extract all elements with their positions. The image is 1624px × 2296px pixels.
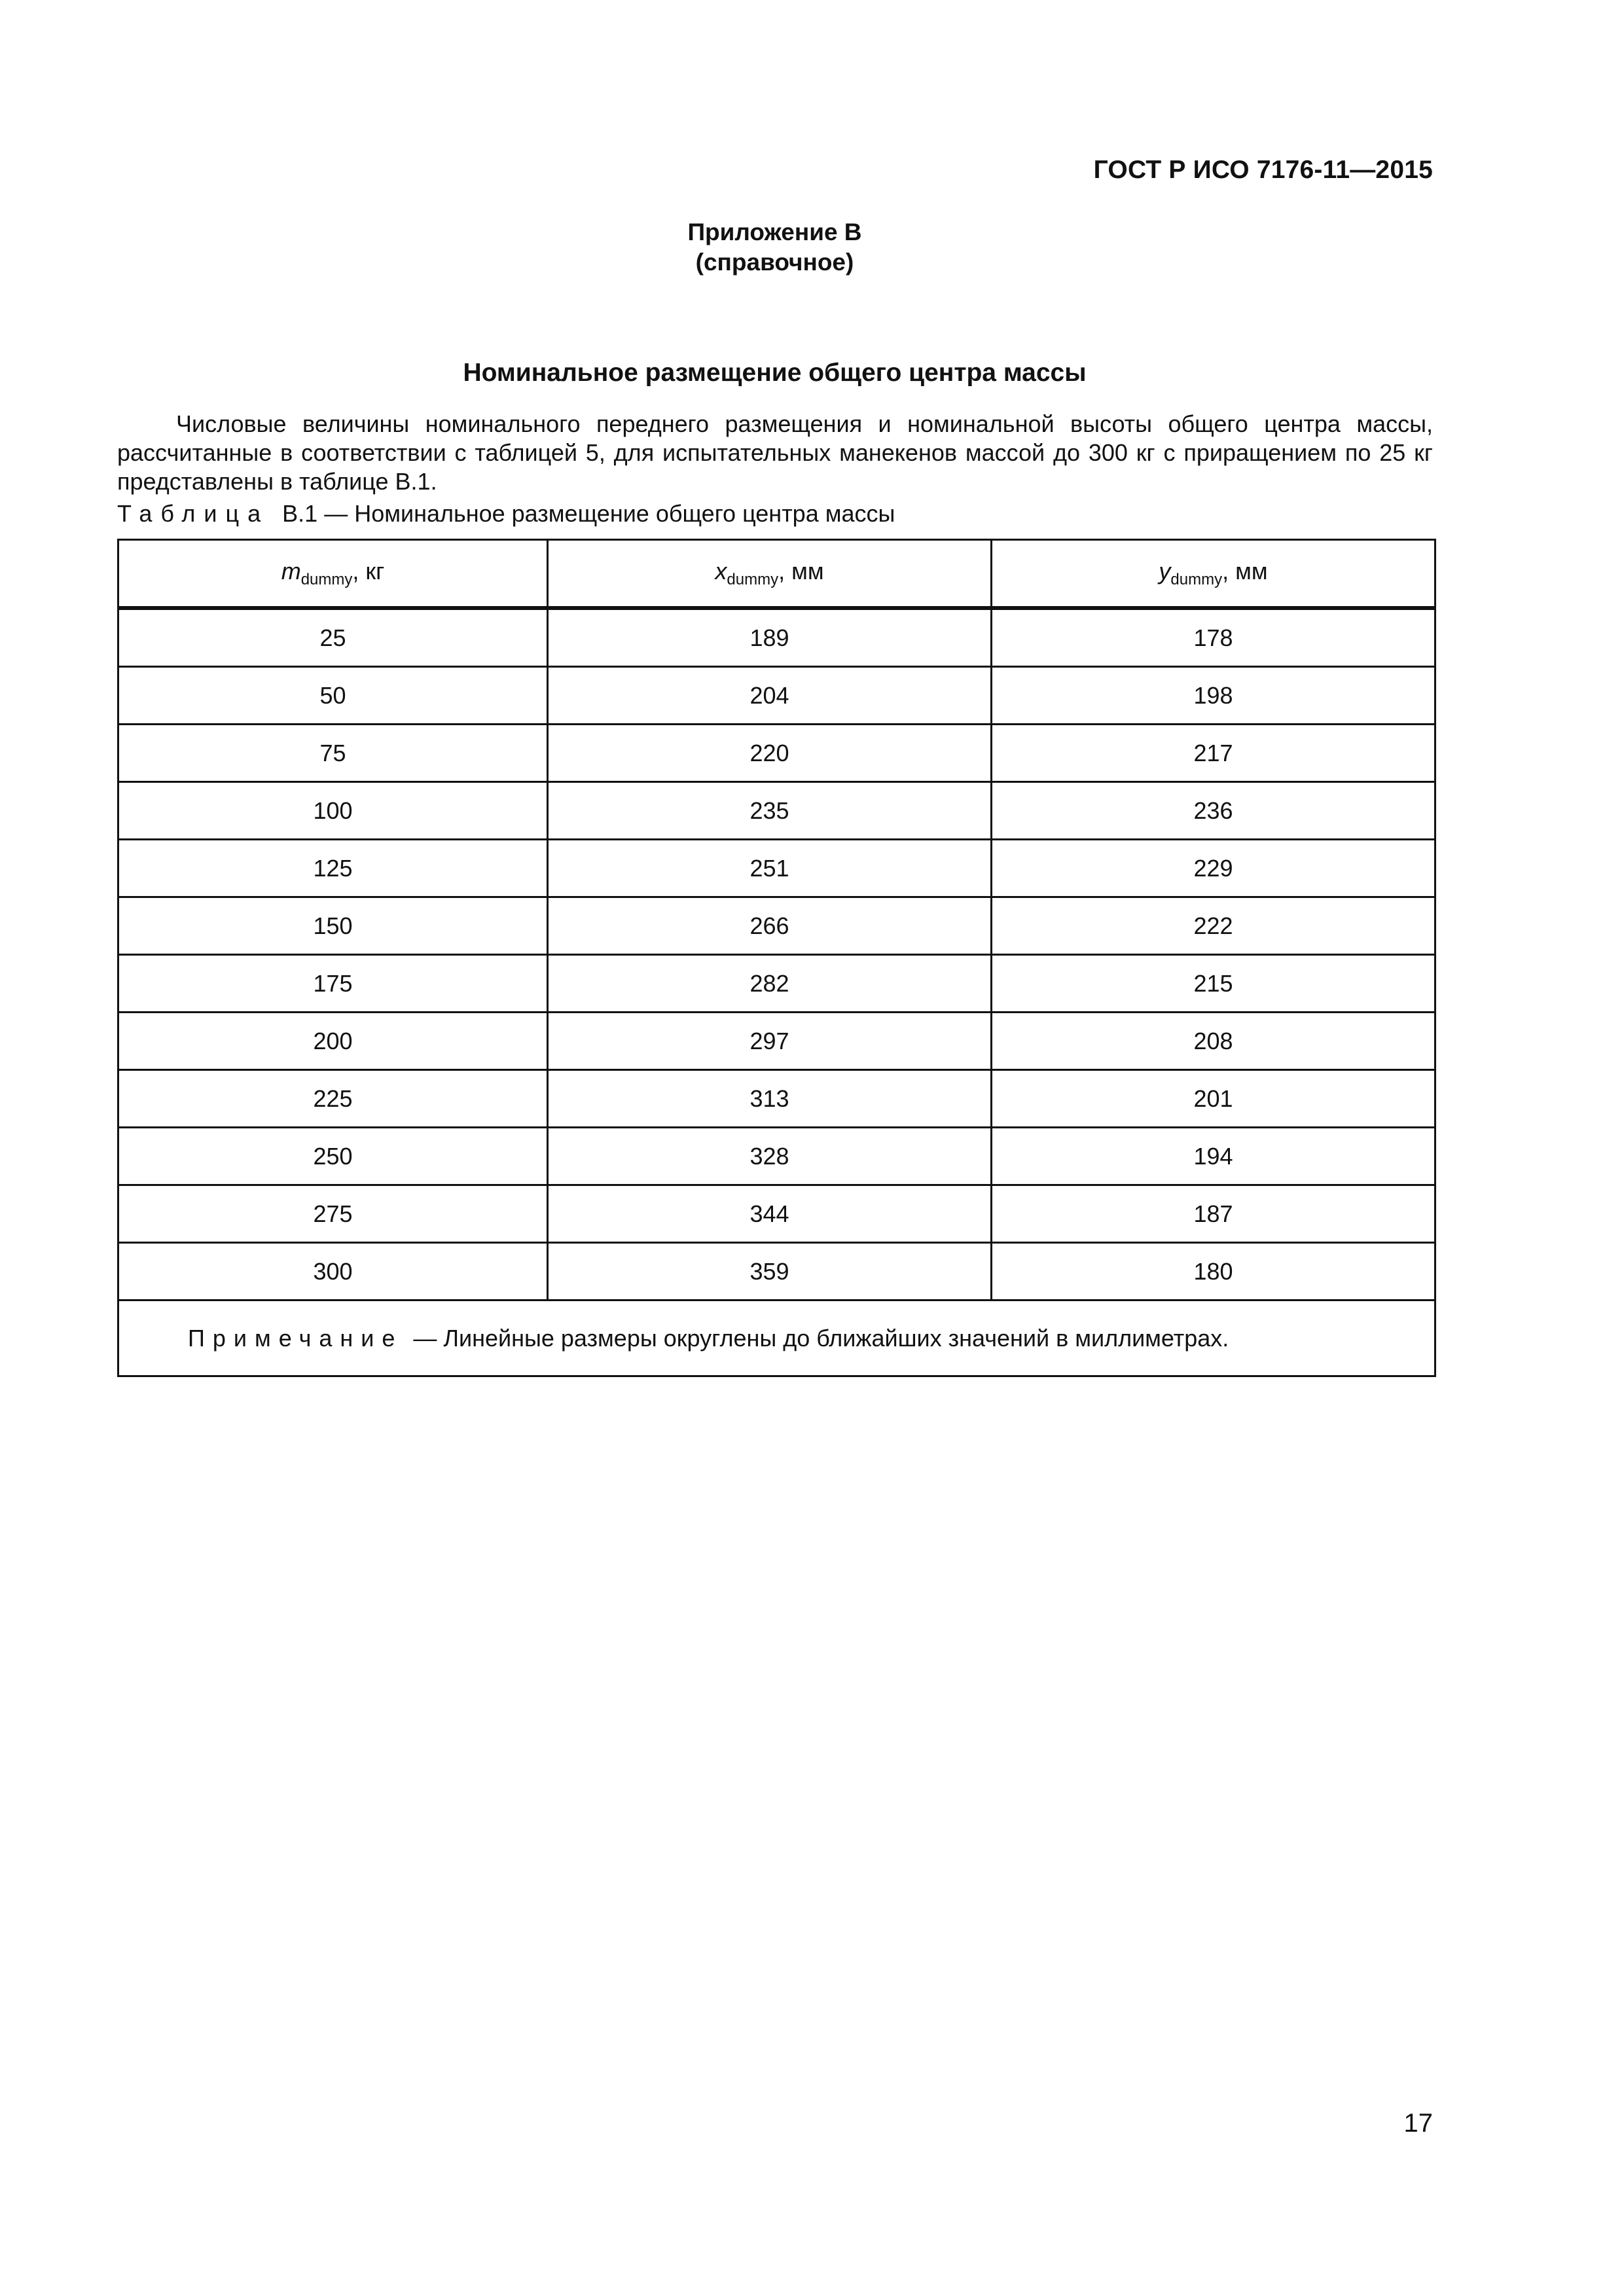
cell-mass: 75 (118, 725, 548, 782)
table-row (118, 840, 1435, 897)
cell-mass: 150 (118, 897, 548, 955)
table-note-row (118, 1300, 1435, 1376)
table-row (118, 1128, 1435, 1185)
page-number: 17 (1403, 2109, 1433, 2138)
standard-code: ГОСТ Р ИСО 7176-11—2015 (1093, 156, 1433, 184)
cell-x: 220 (548, 725, 992, 782)
appendix-heading (0, 217, 1549, 278)
cell-x: 251 (548, 840, 992, 897)
cell-mass: 125 (118, 840, 548, 897)
cell-x: 297 (548, 1013, 992, 1070)
cell-y: 178 (992, 608, 1435, 667)
table-row (118, 667, 1435, 725)
cell-x: 282 (548, 955, 992, 1013)
appendix-type: (справочное) (695, 249, 854, 276)
table-header-row (118, 540, 1435, 609)
table-row (118, 725, 1435, 782)
cell-x: 313 (548, 1070, 992, 1128)
column-header-y: $y_{dummy}$, мм (992, 540, 1435, 609)
table-row (118, 608, 1435, 667)
cell-x: 235 (548, 782, 992, 840)
cell-y: 217 (992, 725, 1435, 782)
cell-x: 328 (548, 1128, 992, 1185)
cell-mass: 25 (118, 608, 548, 667)
cell-x: 266 (548, 897, 992, 955)
cell-y: 194 (992, 1128, 1435, 1185)
table-caption-text: В.1 — Номинальное размещение общего центра массы (282, 500, 895, 527)
cell-x: 344 (548, 1185, 992, 1243)
cell-x: 359 (548, 1243, 992, 1300)
cell-y: 236 (992, 782, 1435, 840)
cell-y: 215 (992, 955, 1435, 1013)
table-caption-label: Таблица (117, 500, 270, 527)
cell-mass: 175 (118, 955, 548, 1013)
cell-mass: 275 (118, 1185, 548, 1243)
cell-mass: 250 (118, 1128, 548, 1185)
cell-mass: 100 (118, 782, 548, 840)
table-row (118, 1070, 1435, 1128)
cell-y: 222 (992, 897, 1435, 955)
cell-x: 204 (548, 667, 992, 725)
cell-mass: 300 (118, 1243, 548, 1300)
table-row (118, 1185, 1435, 1243)
cell-x: 189 (548, 608, 992, 667)
table-row (118, 897, 1435, 955)
column-header-x: $x_{dummy}$, мм (548, 540, 992, 609)
body-paragraph: Числовые величины номинального переднего размещения и номинальной высоты общего центра массы, рассчитанные в соответствии с таблицей 5, для испытательных манекенов массой до 300 кг с приращением по 25 кг представлены в таблице В.1. (117, 410, 1433, 495)
cell-y: 198 (992, 667, 1435, 725)
table-caption (117, 500, 895, 528)
cell-mass: 225 (118, 1070, 548, 1128)
cell-y: 208 (992, 1013, 1435, 1070)
center-of-mass-table (117, 539, 1436, 1377)
table-row (118, 1013, 1435, 1070)
table-note: Примечание — Линейные размеры округлены до ближайших значений в миллиметрах. (118, 1300, 1435, 1376)
section-title: Номинальное размещение общего центра массы (463, 359, 1087, 387)
cell-y: 180 (992, 1243, 1435, 1300)
cell-mass: 200 (118, 1013, 548, 1070)
table-row (118, 1243, 1435, 1300)
appendix-title: Приложение В (687, 219, 862, 245)
cell-y: 201 (992, 1070, 1435, 1128)
table-row (118, 782, 1435, 840)
cell-y: 229 (992, 840, 1435, 897)
column-header-mass: $m_{dummy}$, кг (118, 540, 548, 609)
cell-mass: 50 (118, 667, 548, 725)
table-row (118, 955, 1435, 1013)
cell-y: 187 (992, 1185, 1435, 1243)
